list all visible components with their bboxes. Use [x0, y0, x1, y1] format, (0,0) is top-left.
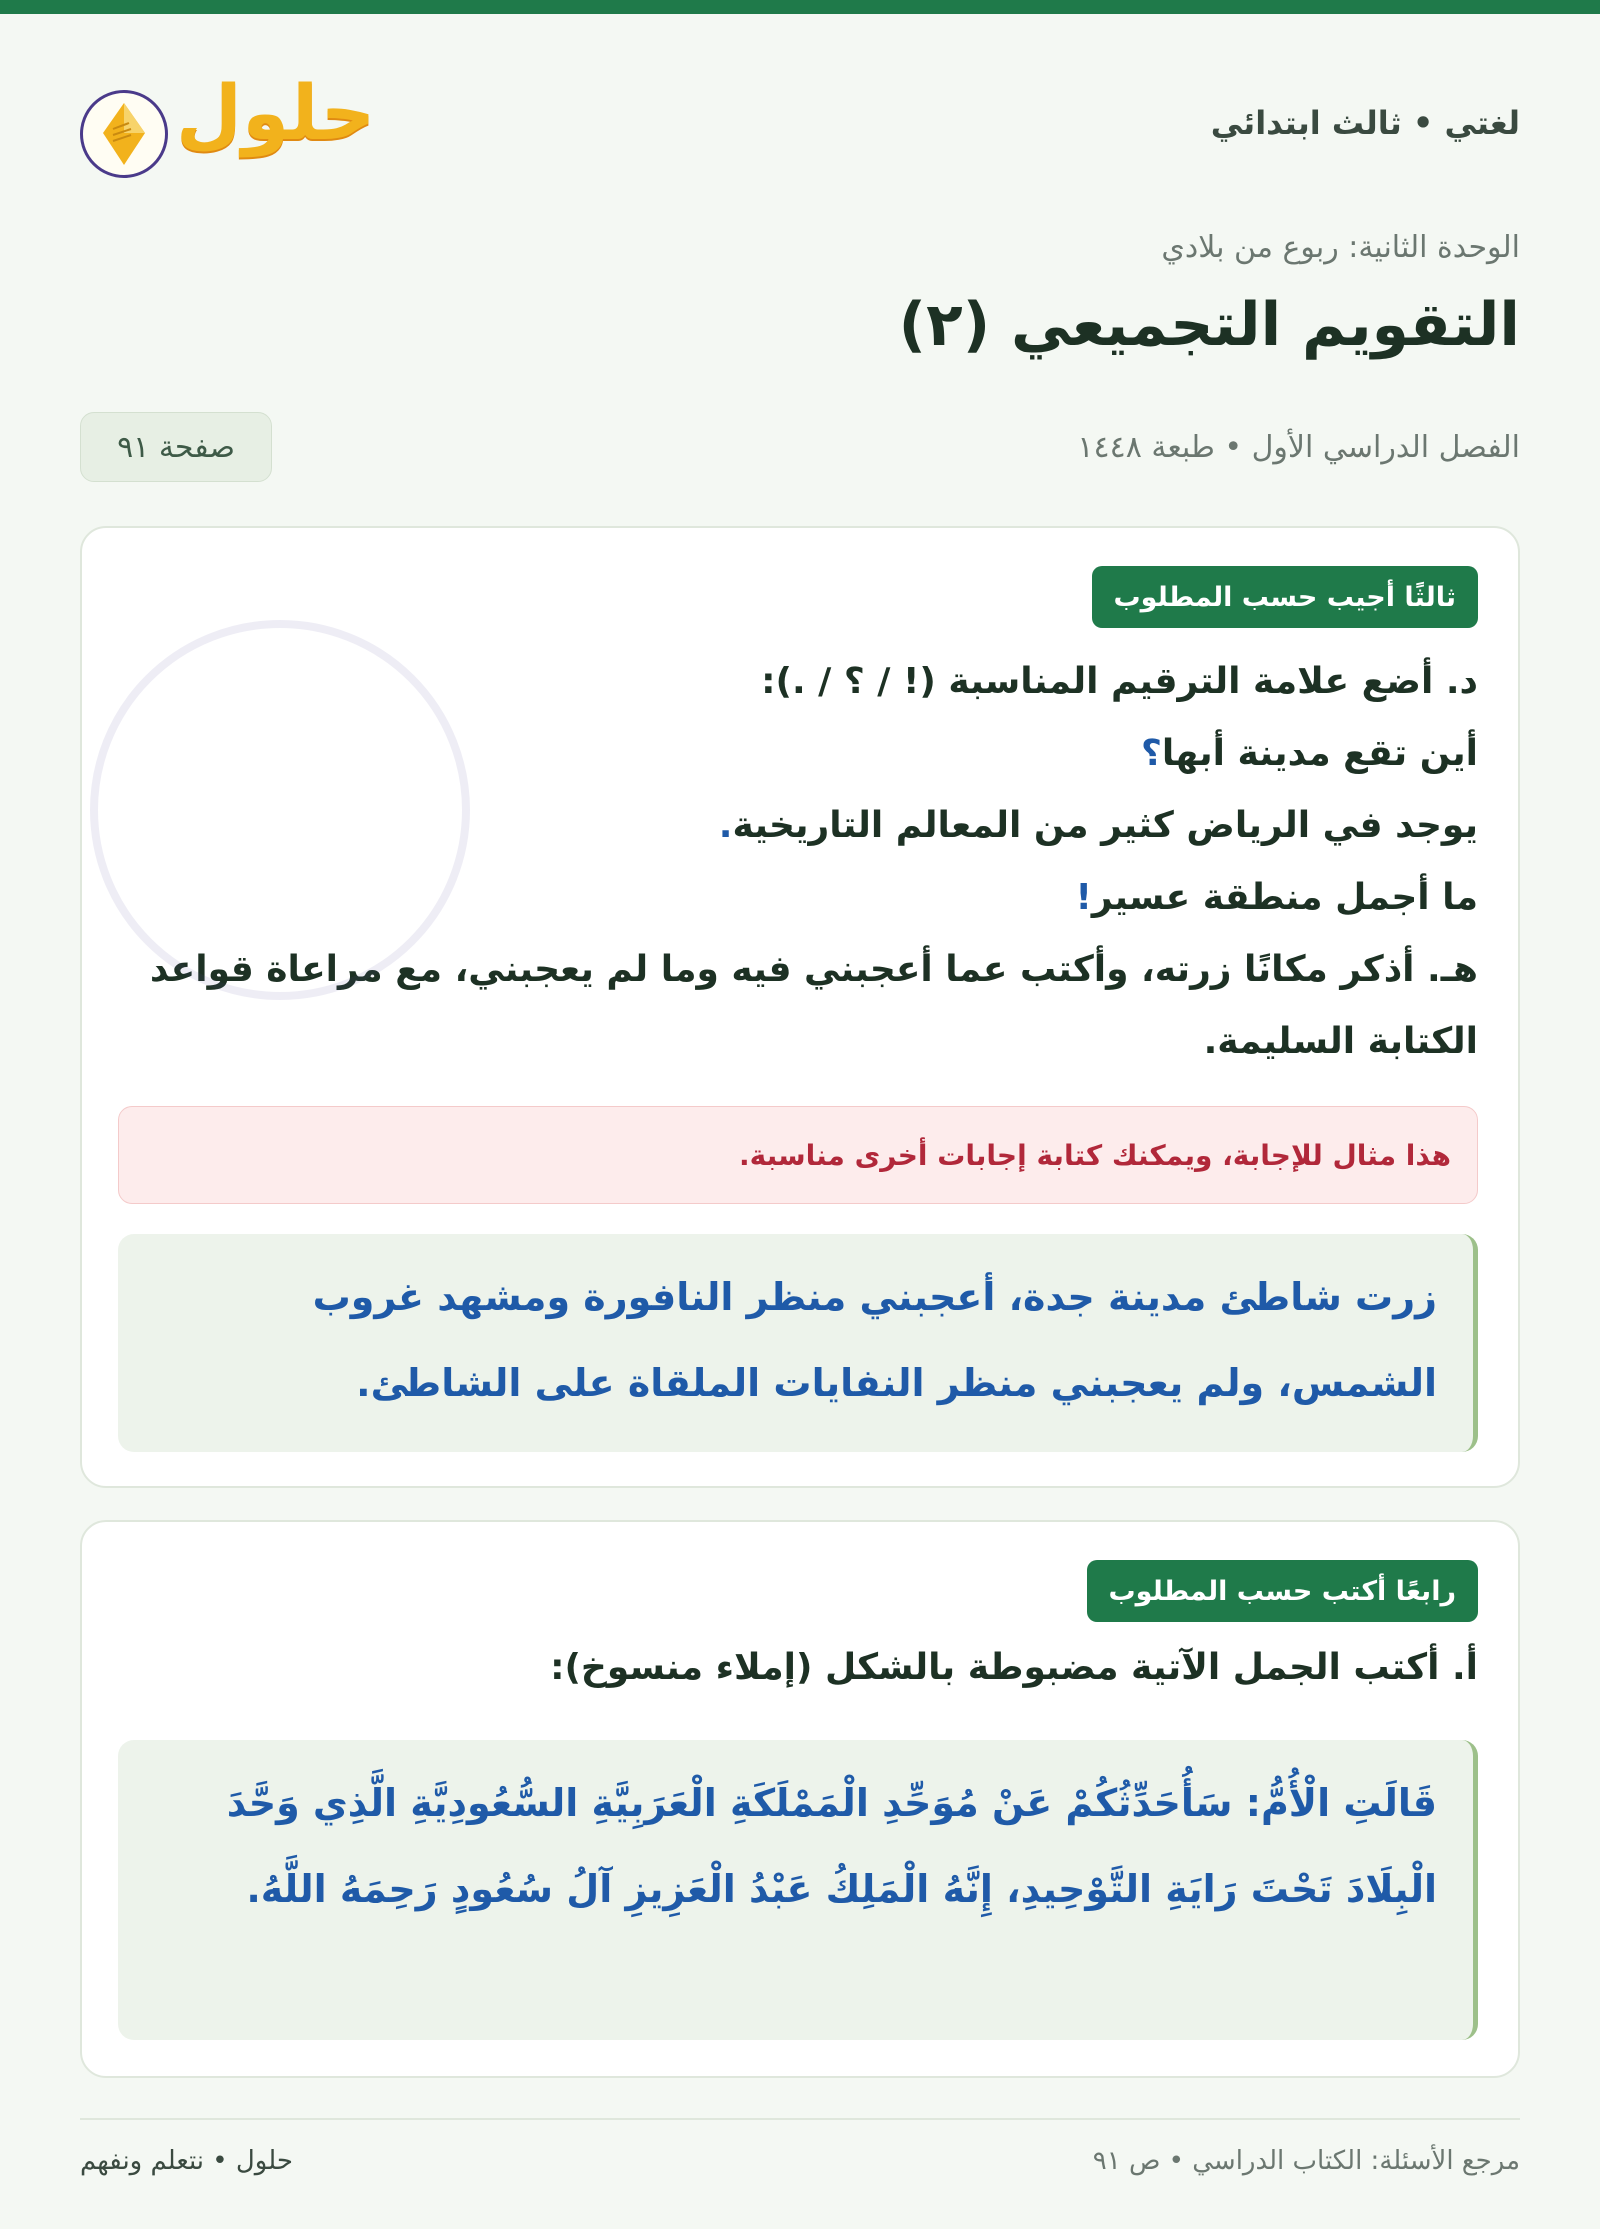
page-title: التقويم التجميعي (٢): [898, 290, 1520, 360]
question-block: [118, 646, 1478, 1078]
sentence-3-text: ما أجمل منطقة عسير: [1091, 877, 1478, 918]
sentence-1-text: أين تقع مدينة أبها: [1161, 733, 1478, 774]
section-card-third: [80, 526, 1520, 1488]
semester-edition: الفصل الدراسي الأول • طبعة ١٤٤٨: [1077, 430, 1520, 465]
sentence-3-mark: !: [1075, 877, 1092, 918]
footer-reference: مرجع الأسئلة: الكتاب الدراسي • ص ٩١: [1092, 2146, 1520, 2176]
section-card-fourth: [80, 1520, 1520, 2078]
sentence-2-mark: .: [718, 805, 733, 846]
section-badge: رابعًا أكتب حسب المطلوب: [1087, 1560, 1478, 1622]
question-d: د. أضع علامة الترقيم المناسبة (! / ؟ / .):: [761, 661, 1478, 702]
subject-label: لغتي • ثالث ابتدائي: [1210, 104, 1520, 142]
dictation-answer: قَالَتِ الْأُمُّ: سَأُحَدِّثُكُمْ عَنْ مُوَحِّدِ الْمَمْلَكَةِ الْعَرَبِيَّةِ السُّعُودِيَّةِ الَّذِي وَحَّدَ الْبِلَادَ تَحْتَ رَايَةِ التَّوْحِيدِ، إِنَّهُ الْمَلِكُ عَبْدُ الْعَزِيزِ آلُ سُعُودٍ رَحِمَهُ اللَّهُ.: [118, 1740, 1478, 2040]
section-badge: ثالثًا أجيب حسب المطلوب: [1092, 566, 1478, 628]
page-number-chip: صفحة ٩١: [80, 412, 272, 482]
footer-brand: حلول • نتعلم ونفهم: [80, 2146, 293, 2176]
sentence-2: [118, 790, 1478, 862]
unit-label: الوحدة الثانية: ربوع من بلادي: [1161, 230, 1520, 265]
question-h: هـ. أذكر مكانًا زرته، وأكتب عما أعجبني فيه وما لم يعجبني، مع مراعاة قواعد الكتابة السليمة.: [149, 949, 1478, 1062]
sentence-2-text: يوجد في الرياض كثير من المعالم التاريخية: [732, 805, 1478, 846]
sentence-1-mark: ؟: [1140, 733, 1162, 774]
question-a: أ. أكتب الجمل الآتية مضبوطة بالشكل (إملاء منسوخ):: [550, 1647, 1478, 1688]
logo-wordmark: حلول: [176, 68, 376, 157]
site-logo[interactable]: [80, 68, 376, 184]
model-answer: زرت شاطئ مدينة جدة، أعجبني منظر النافورة ومشهد غروب الشمس، ولم يعجبني منظر النفايات الملقاة على الشاطئ.: [118, 1234, 1478, 1452]
answer-note: هذا مثال للإجابة، ويمكنك كتابة إجابات أخرى مناسبة.: [118, 1106, 1478, 1204]
top-accent-bar: [0, 0, 1600, 14]
sentence-1: [118, 718, 1478, 790]
sentence-3: [118, 862, 1478, 934]
logo-emblem-icon: [80, 90, 168, 178]
page-header: [80, 64, 1520, 194]
footer-divider: [80, 2118, 1520, 2120]
